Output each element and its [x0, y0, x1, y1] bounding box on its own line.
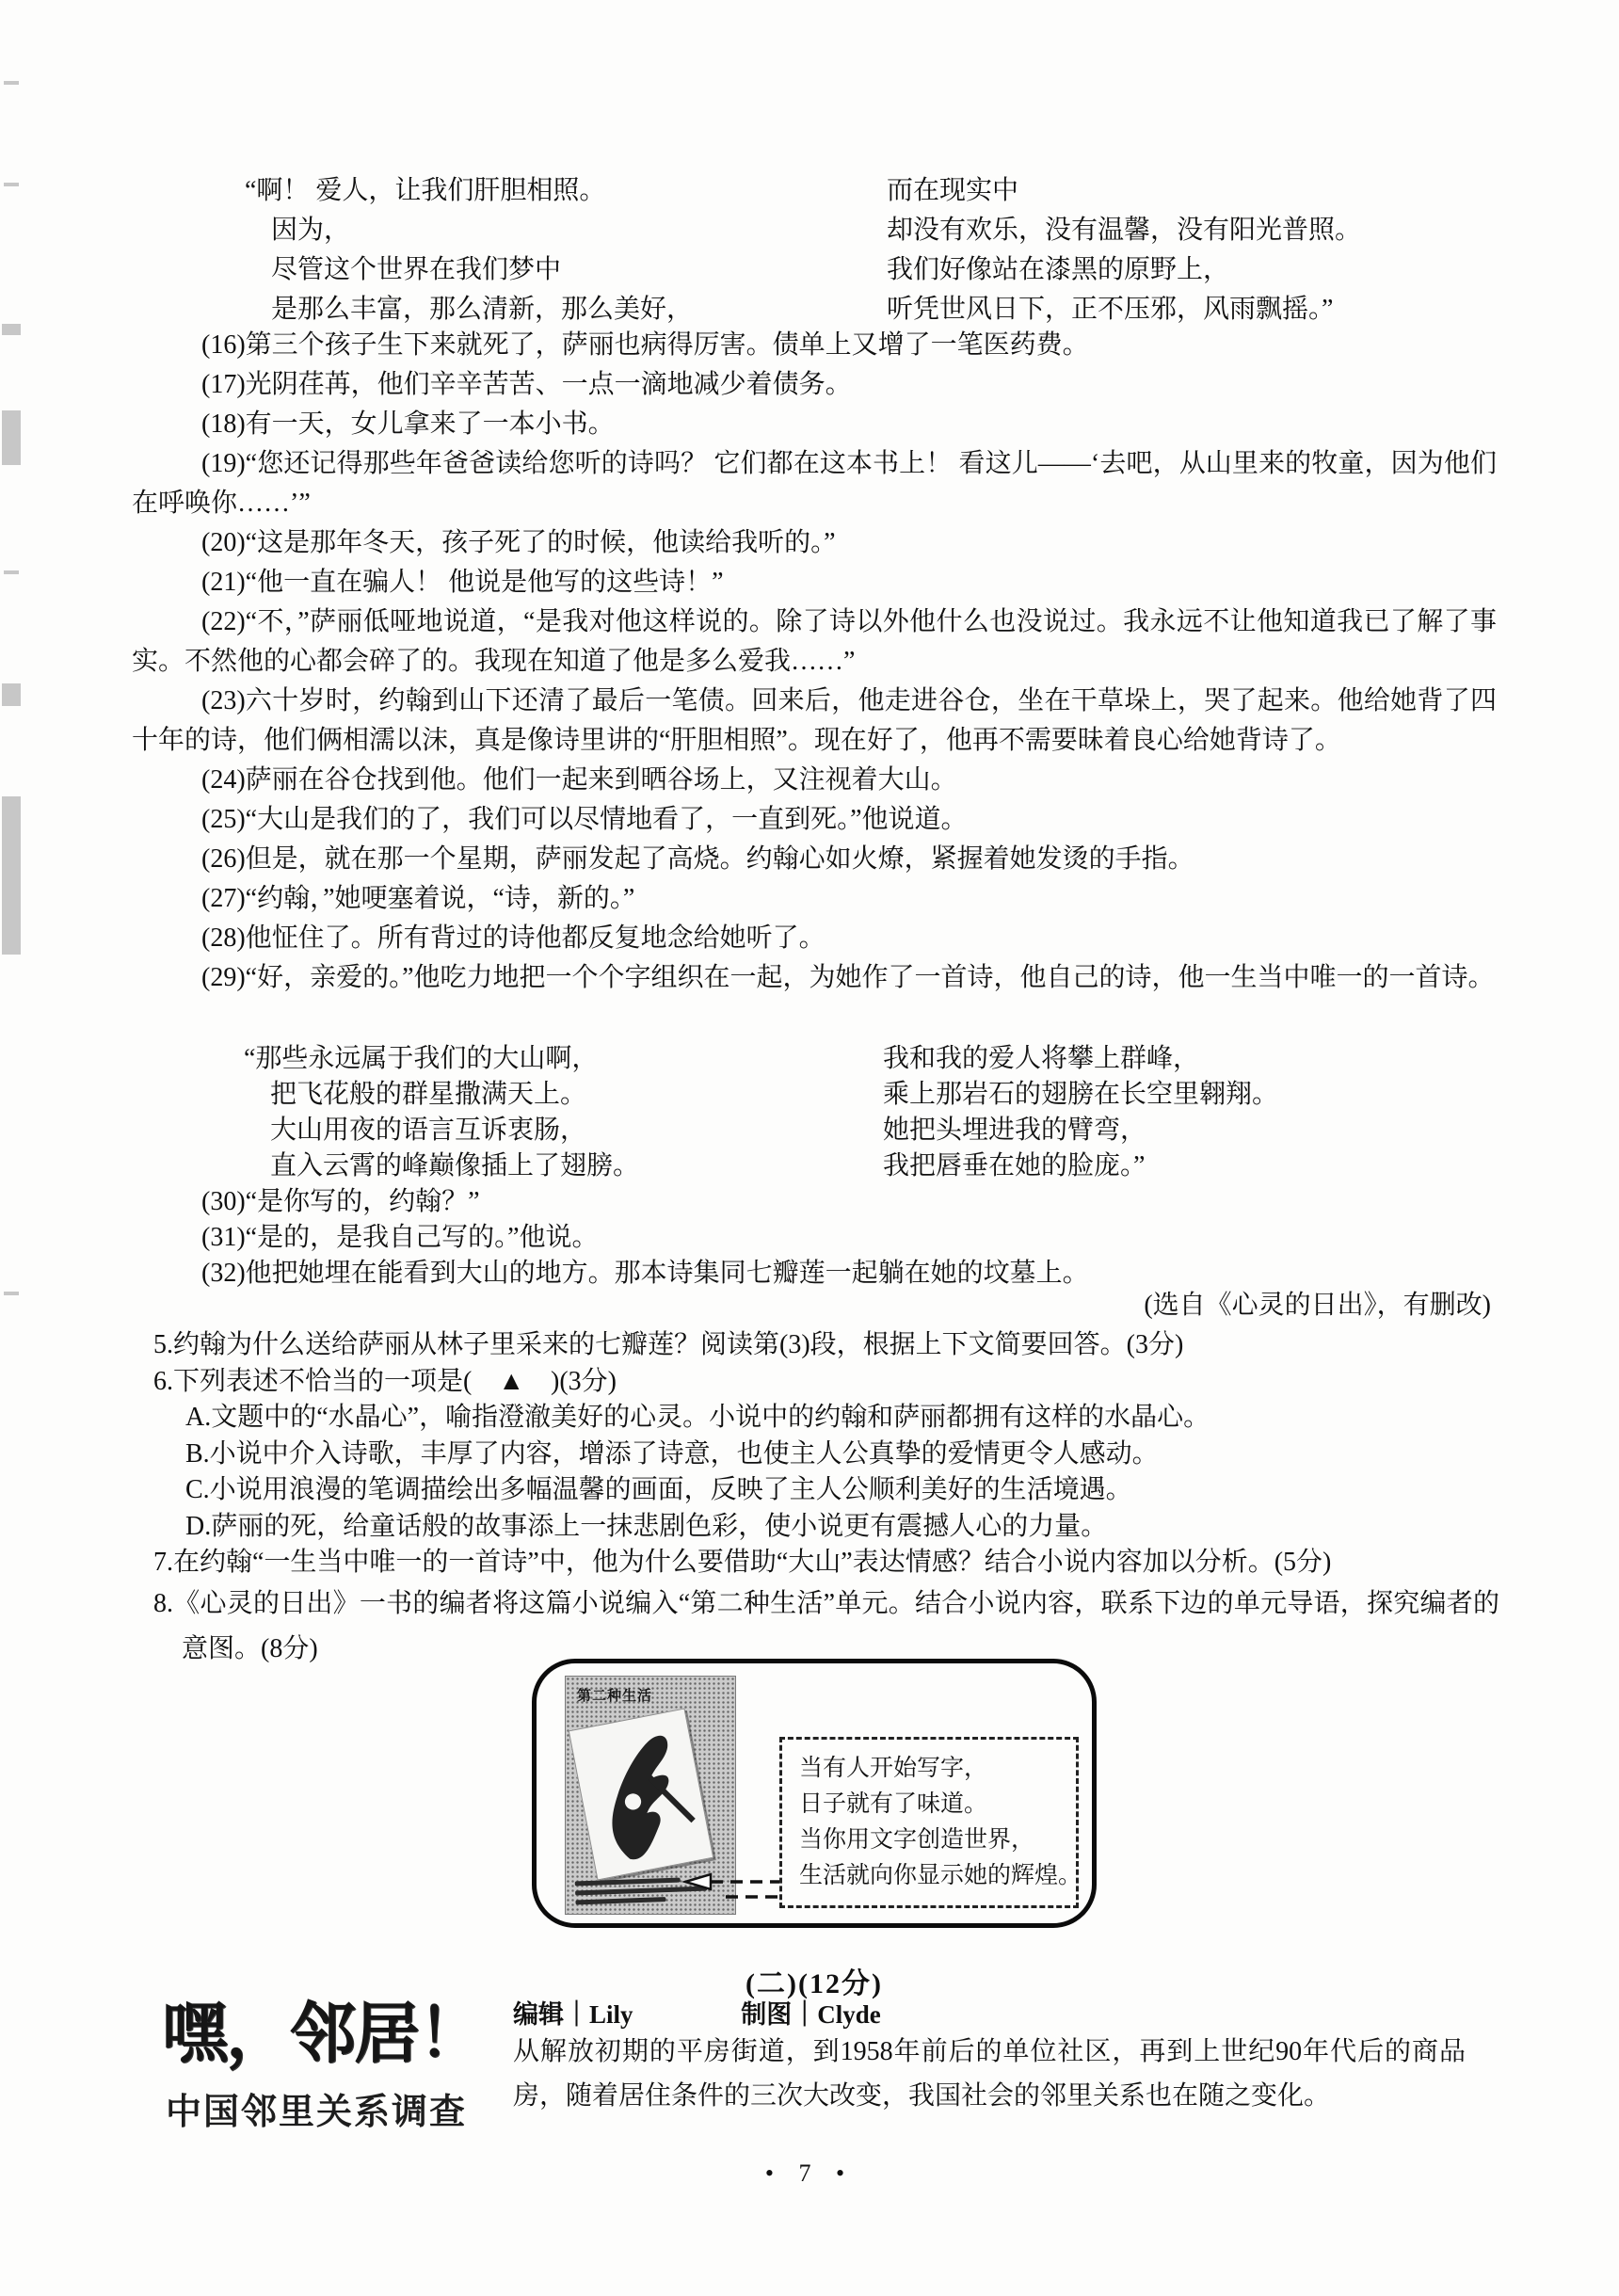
section-two-intro: 从解放初期的平房街道，到1958年前后的单位社区，再到上世纪90年代后的商品房，随着居住条件的三次大改变，我国社会的邻里关系也在随之变化。: [513, 2037, 1466, 2111]
story-paragraph: (19)“您还记得那些年爸爸读给您听的诗吗？ 它们都在这本书上！ 看这儿——‘去吧，从山里来的牧童，因为他们在呼唤你……’”: [132, 449, 1497, 518]
story-paragraph: (18)有一天，女儿拿来了一本小书。: [201, 409, 615, 439]
unit-figure-box: [532, 1659, 1097, 1928]
dialogue-line: (32)他把她埋在能看到大山的地方。那本诗集同七瓣莲一起躺在她的坟墓上。: [201, 1259, 1089, 1288]
unit-intro-line: 当有人开始写字，: [799, 1756, 988, 1781]
story-paragraph: (22)“不，”萨丽低哑地说道，“是我对他这样说的。除了诗以外他什么也没说过。我永远不让他知道我已了解了事实。不然他的心都会碎了的。我现在知道了他是多么爱我……”: [132, 607, 1497, 676]
section-two-heading: (二)(12分): [745, 1968, 883, 1999]
story-paragraph: (29)“好，亲爱的。”他吃力地把一个个字组织在一起，为她作了一首诗，他自己的诗，他一生当中唯一的一首诗。: [201, 963, 1495, 992]
story-paragraph: (28)他怔住了。所有背过的诗他都反复地念给她听了。: [201, 923, 826, 953]
hand-pen-icon: [569, 1710, 713, 1880]
story-paragraph: (27)“约翰，”她哽塞着说，“诗，新的。”: [201, 884, 635, 913]
writing-hand-illustration: [569, 1708, 714, 1880]
story-paragraph: (21)“他一直在骗人！ 他说是他写的这些诗！”: [201, 568, 724, 597]
story-paragraph: (23)六十岁时，约翰到山下还清了最后一笔债。回来后，他走进谷仓，坐在干草垛上，哭了起来。他给她背了四十年的诗，他们俩相濡以沫，真是像诗里讲的“肝胆相照”。现在好了，他再不需要昧着良心给她背诗了。: [132, 686, 1497, 755]
question-7: 7.在约翰“一生当中唯一的一首诗”中，他为什么要借助“大山”表达情感？结合小说内容加以分析。(5分): [153, 1548, 1332, 1577]
poem-two-right-column: [883, 1041, 1278, 1184]
unit-intro-note: [779, 1737, 1082, 1908]
question-8: 8.《心灵的日出》一书的编者将这篇小说编入“第二种生活”单元。结合小说内容，联系下边的单元导语，探究编者的意图。(8分): [153, 1588, 1499, 1663]
poem-line: 却没有欢乐，没有温馨，没有阳光普照。: [887, 216, 1362, 245]
story-paragraph: (16)第三个孩子生下来就死了，萨丽也病得厉害。债单上又增了一笔医药费。: [201, 330, 1089, 360]
poem-line: “那些永远属于我们的大山啊，: [244, 1044, 599, 1073]
story-paragraph: (26)但是，就在那一个星期，萨丽发起了高烧。约翰心如火燎，紧握着她发烫的手指。: [201, 844, 1194, 874]
poem-line: 我们好像站在漆黑的原野上，: [887, 255, 1230, 284]
question-6: 6.下列表述不恰当的一项是( ▲ )(3分): [153, 1366, 617, 1396]
poem-line: 听凭世风日下，正不压邪，风雨飘摇。”: [887, 295, 1334, 324]
scan-artifact: [4, 81, 19, 85]
scan-artifact: [2, 796, 21, 955]
poem-line: 因为，: [271, 216, 351, 245]
scan-artifact: [2, 410, 21, 465]
scan-artifact: [4, 570, 19, 574]
neighbor-survey-subtitle: 中国邻里关系调查: [166, 2093, 468, 2132]
poem-line: 尽管这个世界在我们梦中: [271, 255, 562, 284]
poem-line: 我把唇垂在她的脸庞。”: [883, 1151, 1146, 1180]
poem-line: 直入云霄的峰巅像插上了翅膀。: [270, 1151, 640, 1180]
story-paragraph: (25)“大山是我们的了，我们可以尽情地看了，一直到死。”他说道。: [201, 805, 968, 834]
poem-line: 我和我的爱人将攀上群峰，: [883, 1044, 1200, 1073]
unit-intro-line: 当你用文字创造世界，: [799, 1827, 1035, 1853]
neighbor-survey-logo: 嘿，邻居！: [162, 1999, 482, 2071]
question-6-option-d: D.萨丽的死，给童话般的故事添上一抹悲剧色彩，使小说更有震撼人心的力量。: [185, 1511, 1108, 1541]
poem-line: 而在现实中: [887, 176, 1019, 205]
poem-line: 把飞花般的群星撒满天上。: [270, 1080, 587, 1109]
poem-two-left-column: [244, 1041, 640, 1184]
scan-artifact: [4, 183, 19, 186]
credits-line: [513, 1994, 881, 2031]
book-cover-title: 第二种生活: [577, 1689, 653, 1704]
scan-artifact: [4, 1292, 19, 1295]
story-body: [132, 326, 1497, 998]
poem-line: “啊！ 爱人，让我们肝胆相照。: [245, 176, 606, 205]
credit-designer: 制图｜Clyde: [741, 2000, 881, 2029]
credit-editor: 编辑｜Lily: [513, 2000, 633, 2029]
scan-artifact: [2, 683, 21, 706]
dialogue-line: (30)“是你写的，约翰？”: [201, 1187, 480, 1216]
unit-intro-line: 生活就向你显示她的辉煌。: [799, 1863, 1082, 1888]
poem-line: 乘上那岩石的翅膀在长空里翱翔。: [883, 1080, 1279, 1109]
dialogue-line: (31)“是的，是我自己写的。”他说。: [201, 1223, 599, 1252]
source-attribution: (选自《心灵的日出》，有删改): [1144, 1291, 1491, 1320]
story-paragraph: (17)光阴荏苒，他们辛辛苦苦、一点一滴地减少着债务。: [201, 370, 852, 399]
question-6-option-a: A.文题中的“水晶心”，喻指澄澈美好的心灵。小说中的约翰和萨丽都拥有这样的水晶心。: [185, 1403, 1210, 1432]
page-number: • 7 •: [764, 2160, 855, 2187]
scan-artifact: [2, 324, 21, 335]
unit-intro-line: 日子就有了味道。: [799, 1791, 988, 1817]
story-ending: [132, 1184, 1497, 1292]
question-6-option-c: C.小说用浪漫的笔调描绘出多幅温馨的画面，反映了主人公顺利美好的生活境遇。: [185, 1475, 1132, 1504]
poem-one-right-column: [887, 171, 1361, 329]
question-5: 5.约翰为什么送给萨丽从林子里采来的七瓣莲？阅读第(3)段，根据上下文简要回答。(3分): [153, 1330, 1184, 1359]
story-paragraph: (24)萨丽在谷仓找到他。他们一起来到晒谷场上，又注视着大山。: [201, 765, 957, 795]
story-paragraph: (20)“这是那年冬天，孩子死了的时候，他读给我听的。”: [201, 528, 836, 557]
poem-one-left-column: [245, 171, 694, 329]
question-6-option-b: B.小说中介入诗歌，丰厚了内容，增添了诗意，也使主人公真挚的爱情更令人感动。: [185, 1438, 1159, 1469]
question-section: [153, 1327, 1499, 1672]
poem-line: 是那么丰富，那么清新，那么美好，: [271, 295, 694, 324]
poem-line: 她把头埋进我的臂弯，: [883, 1116, 1147, 1145]
poem-line: 大山用夜的语言互诉衷肠，: [270, 1116, 587, 1145]
